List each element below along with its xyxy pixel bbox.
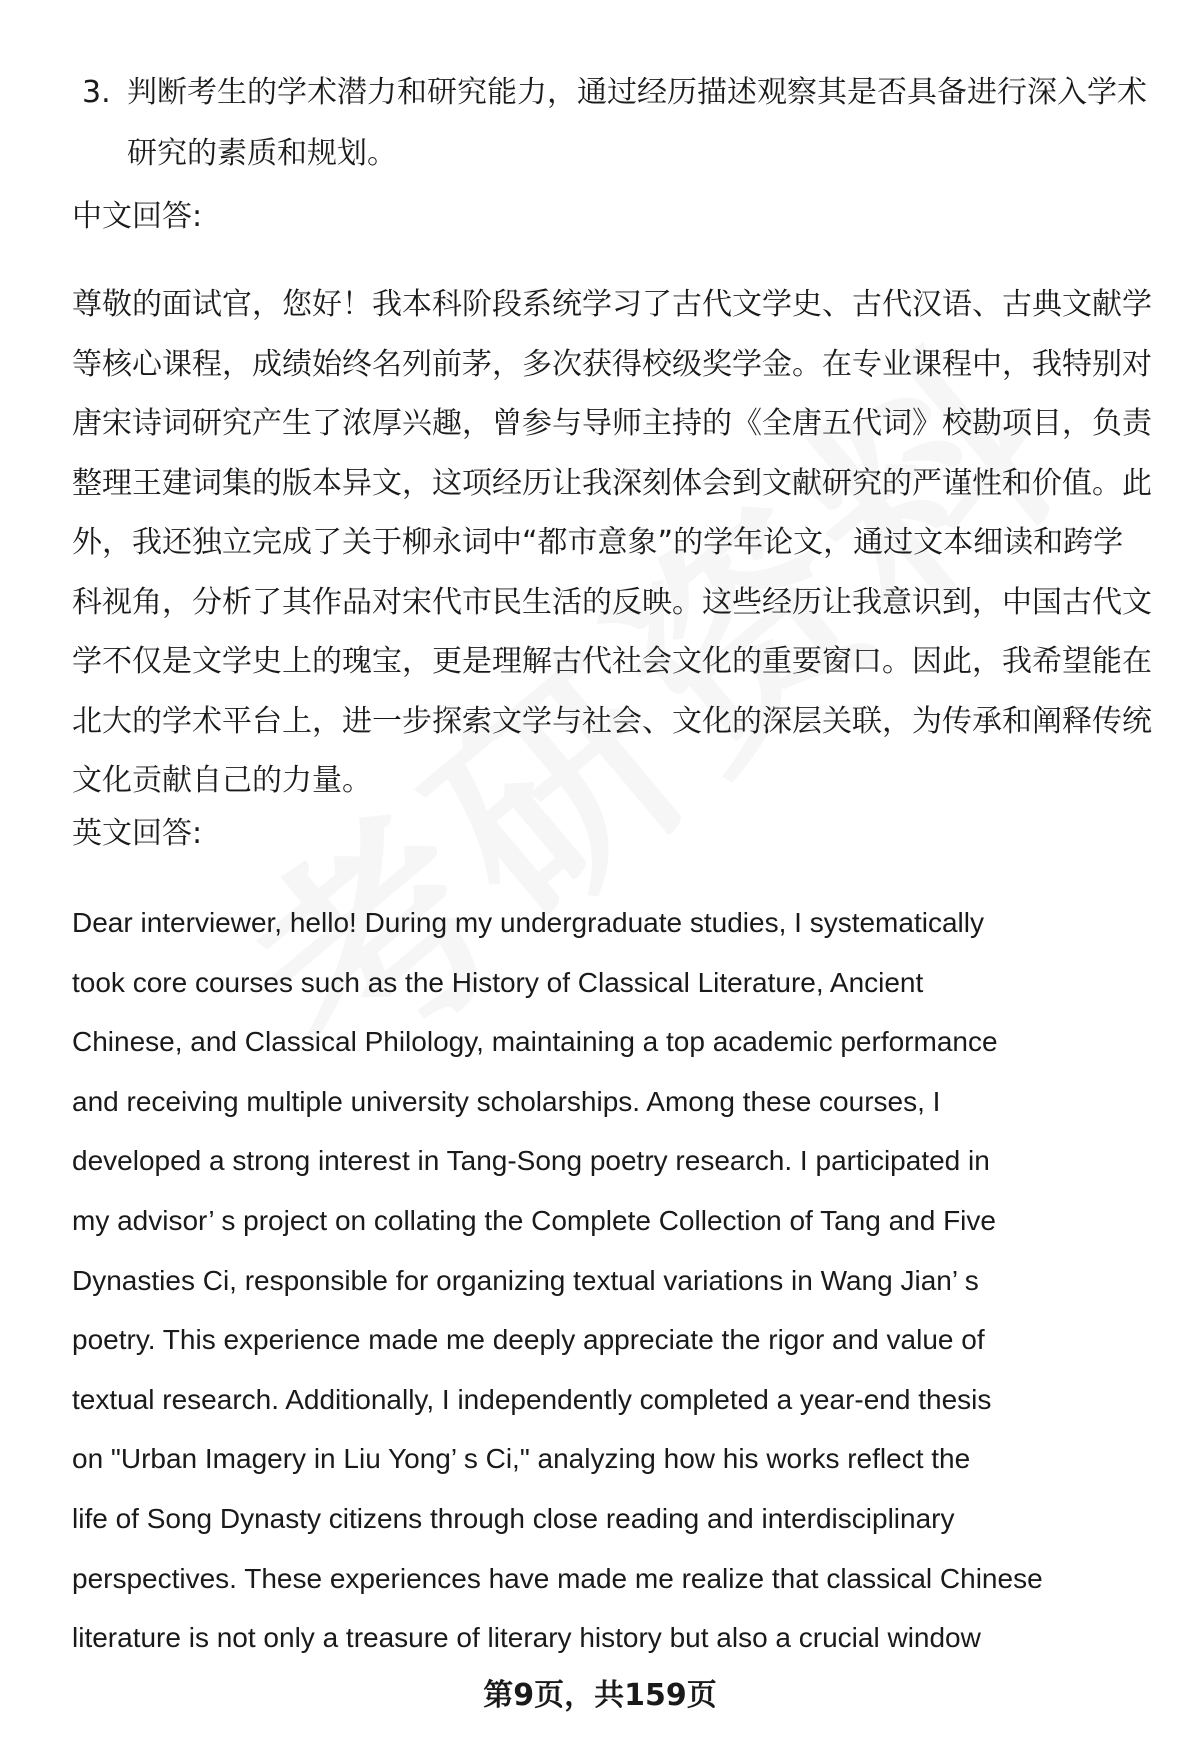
paragraph-line: Chinese, and Classical Philology, maintaining a top academic performance [72,1026,998,1058]
paragraph-line: 唐宋诗词研究产生了浓厚兴趣，曾参与导师主持的《全唐五代词》校勘项目，负责 [72,406,1152,441]
paragraph-line: 科视角，分析了其作品对宋代市民生活的反映。这些经历让我意识到，中国古代文 [72,584,1152,620]
question-item [82,62,1152,184]
paragraph-line: 整理王建词集的版本异文，这项经历让我深刻体会到文献研究的严谨性和价值。此 [72,465,1152,501]
question-line: 研究的素质和规划。 [127,136,397,171]
paragraph-line: 学不仅是文学史上的瑰宝，更是理解古代社会文化的重要窗口。因此，我希望能在 [72,644,1152,679]
paragraph-line: developed a strong interest in Tang-Song poetry research. I participated in [72,1145,990,1177]
question-line: 判断考生的学术潜力和研究能力，通过经历描述观察其是否具备进行深入学术 [127,75,1147,110]
english-answer-label: 英文回答: [72,816,203,851]
paragraph-line: poetry. This experience made me deeply appreciate the rigor and value of [72,1324,985,1356]
paragraph-line: literature is not only a treasure of literary history but also a crucial window [72,1622,981,1654]
paragraph-line: 文化贡献自己的力量。 [72,763,372,798]
english-answer-paragraph [72,893,1162,1668]
paragraph-line: Dear interviewer, hello! During my undergraduate studies, I systematically [72,907,984,938]
paragraph-line: 等核心课程，成绩始终名列前茅，多次获得校级奖学金。在专业课程中，我特别对 [72,346,1152,382]
paragraph-line: perspectives. These experiences have made me realize that classical Chinese [72,1562,1043,1594]
paragraph-line: life of Song Dynasty citizens through close reading and interdisciplinary [72,1502,955,1534]
paragraph-line: and receiving multiple university scholarships. Among these courses, I [72,1085,941,1117]
paragraph-line: textual research. Additionally, I independently completed a year-end thesis [72,1383,992,1415]
chinese-answer-label: 中文回答: [72,199,203,234]
question-number: 3. [82,75,111,110]
paragraph-line: took core courses such as the History of Classical Literature, Ancient [72,966,924,998]
page-number: 第9页，共159页 [483,1678,717,1713]
paragraph-line: 尊敬的面试官，您好！我本科阶段系统学习了古代文学史、古代汉语、古典文献学 [72,287,1152,322]
paragraph-line: on "Urban Imagery in Liu Yong’ s Ci," analyzing how his works reflect the [72,1443,971,1475]
paragraph-line: 北大的学术平台上，进一步探索文学与社会、文化的深层关联，为传承和阐释传统 [72,703,1152,739]
paragraph-line: 外，我还独立完成了关于柳永词中“都市意象”的学年论文，通过文本细读和跨学 [72,525,1124,560]
question-text [127,62,1152,184]
chinese-answer-paragraph [72,275,1162,811]
paragraph-line: my advisor’ s project on collating the Complete Collection of Tang and Five [72,1204,996,1236]
paragraph-line: Dynasties Ci, responsible for organizing textual variations in Wang Jian’ s [72,1264,979,1296]
